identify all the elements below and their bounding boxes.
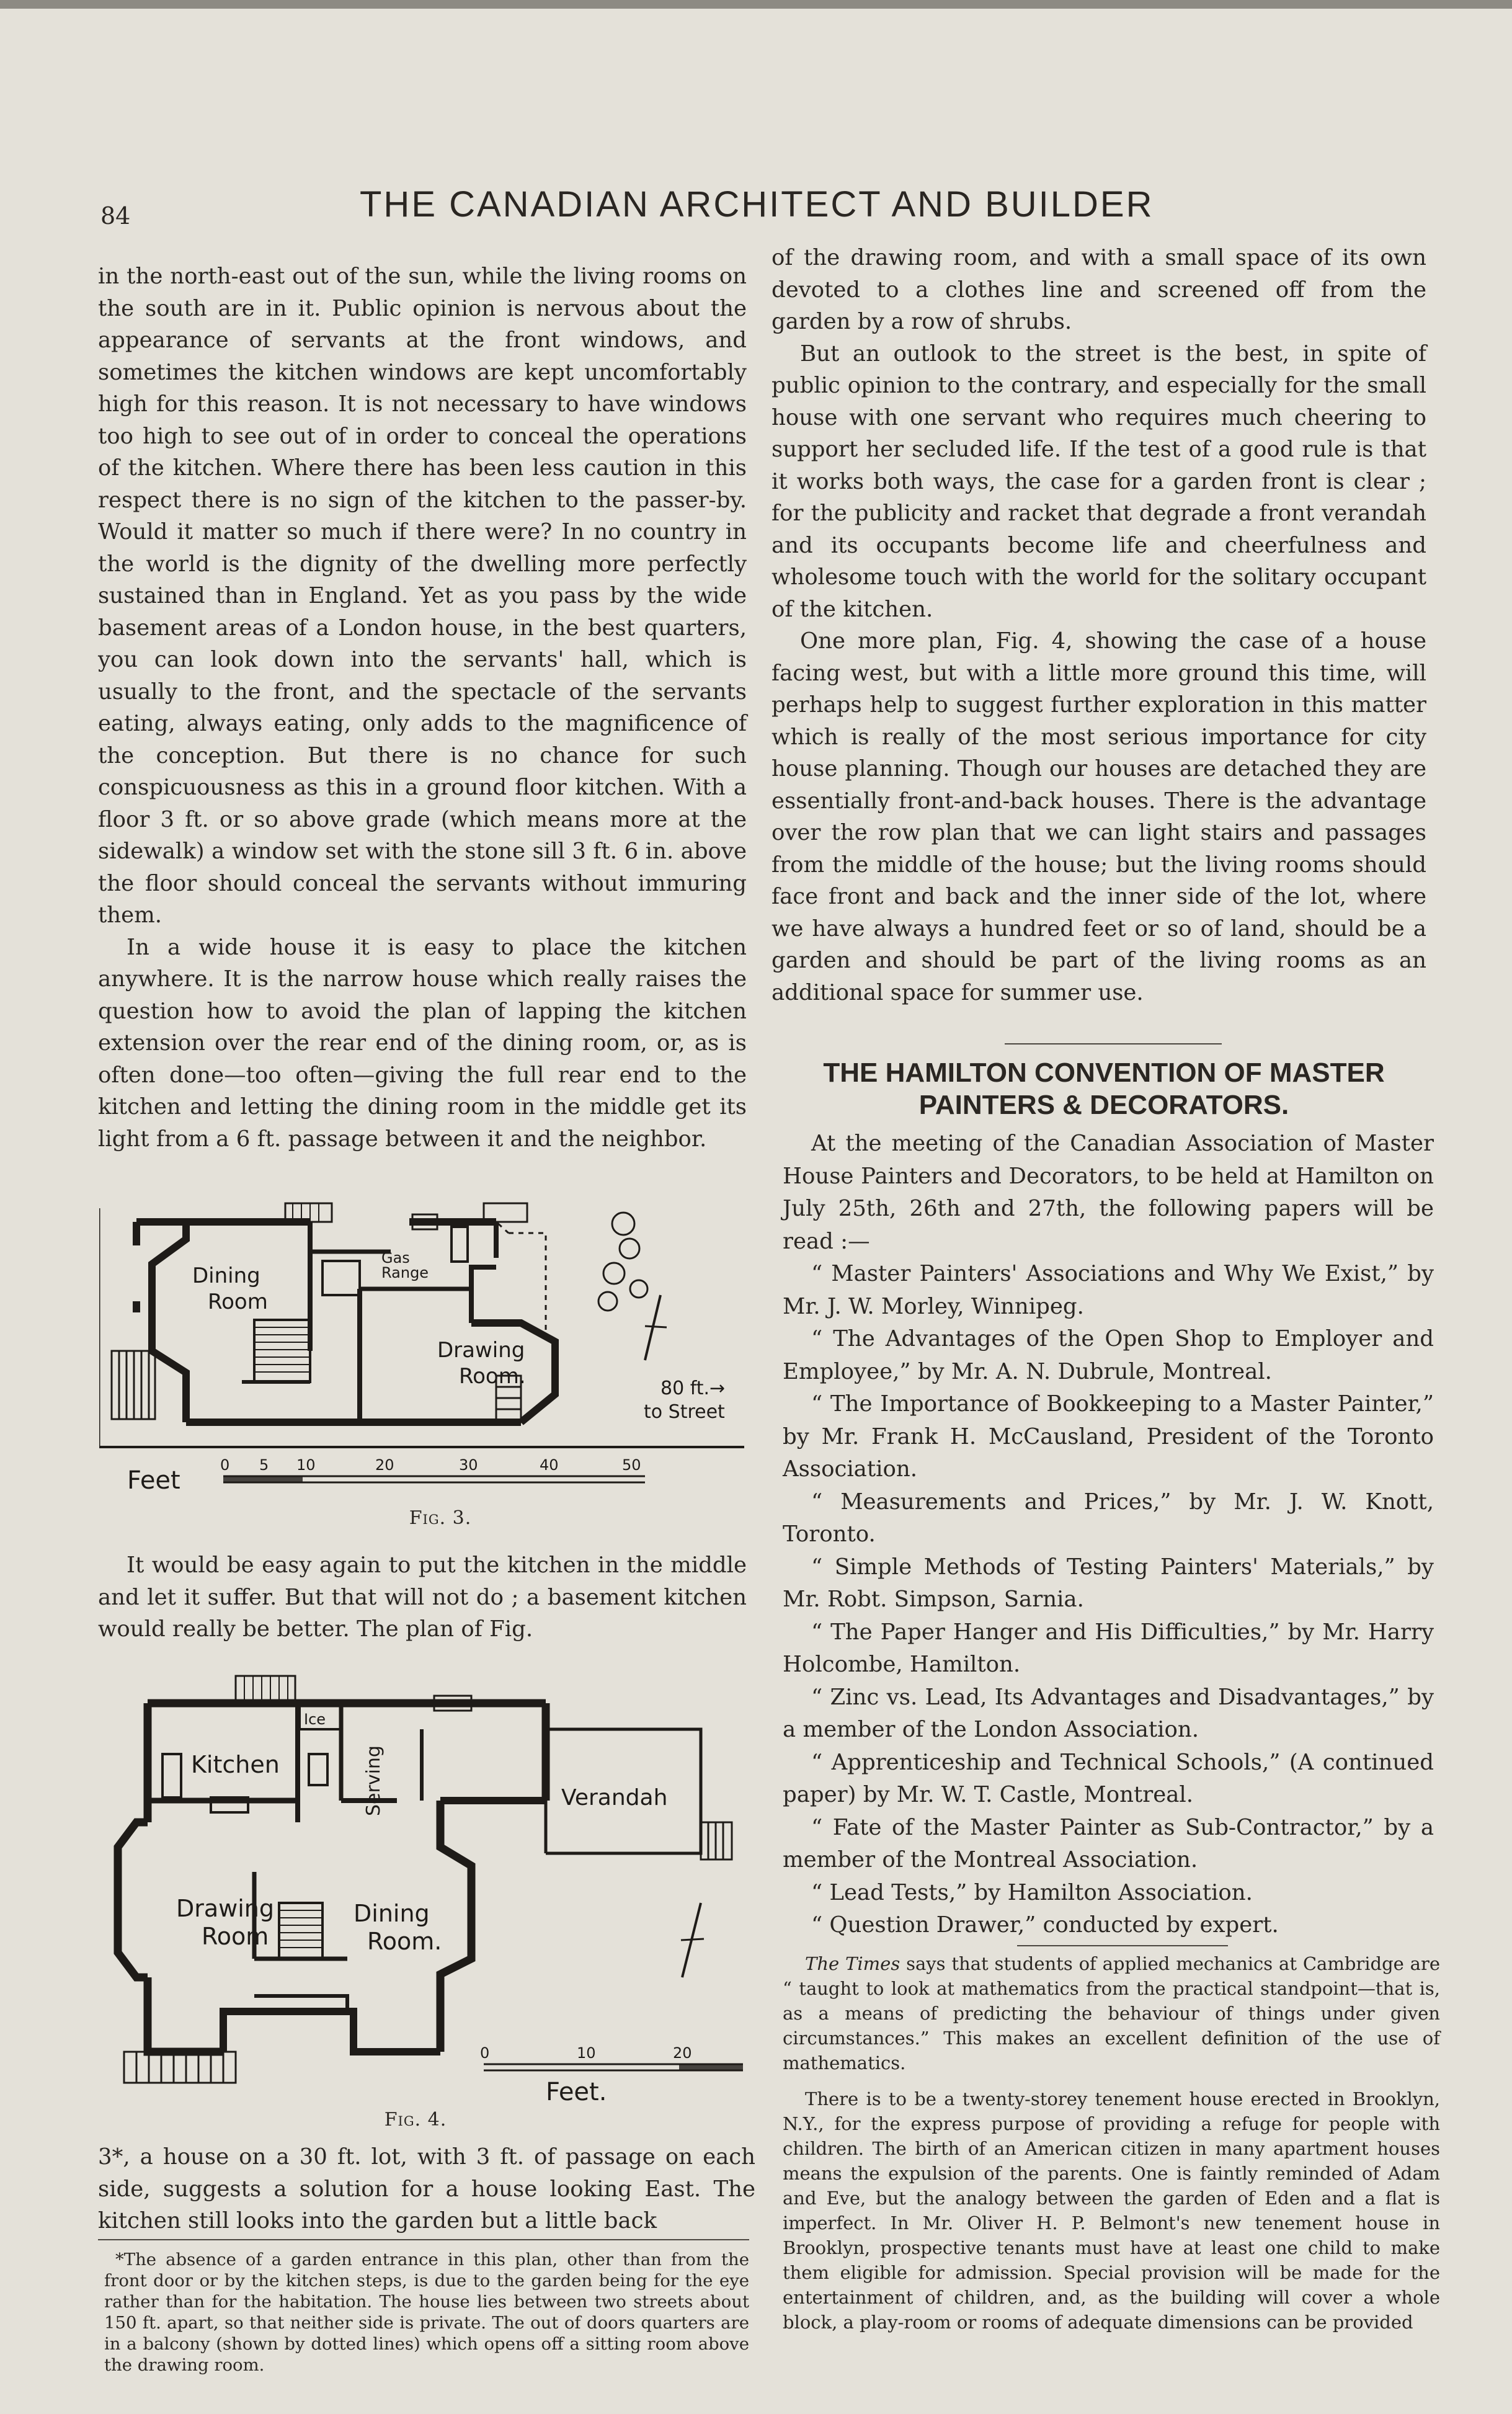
fig3-scale-tick: 40 xyxy=(540,1456,559,1474)
running-head: THE CANADIAN ARCHITECT AND BUILDER xyxy=(360,184,1154,225)
news-notes xyxy=(783,1951,1440,2335)
paper-item: “ Lead Tests,” by Hamilton Association. xyxy=(811,1879,1253,1905)
fig3-floor-plan xyxy=(99,1190,750,1512)
fig4-label-ice: Ice xyxy=(304,1711,326,1728)
left-column-text xyxy=(98,261,747,1155)
paper-item: “ Fate of the Master Painter as Sub-Contractor,” by a member of the Montreal Association. xyxy=(783,1814,1434,1873)
article-title: THE HAMILTON CONVENTION OF MASTER PAINTERS & DECORATORS. xyxy=(823,1058,1385,1120)
paragraph: It would be easy again to put the kitchen in the middle and let it suffer. But that will not do ; a basement kitchen would really be better. The plan of Fig. xyxy=(98,1552,747,1642)
fig3-scale-tick: 0 xyxy=(220,1456,230,1474)
paragraph: 3*, a house on a 30 ft. lot, with 3 ft. of passage on each side, suggests a solution for a house looking East. The kitchen still looks into the garden but a little back xyxy=(98,2144,755,2234)
footnote xyxy=(104,2249,749,2376)
fig4-label-dining: Dining xyxy=(354,1900,430,1927)
fig4-floor-plan xyxy=(112,1667,757,2114)
fig3-caption: Fig. 3. xyxy=(409,1507,472,1529)
paragraph: One more plan, Fig. 4, showing the case of a house facing west, but with a little more ground this time, will perhaps help to suggest further exploration in this matter which is really of the most serious importance for city house planning. Though our houses are detached they are essentially front-and-back houses. There is the advantage over the row plan that we can light stairs and passages from the middle of the house; but the living rooms should face front and back and the inner side of the lot, where we have always a hundred feet or so of land, should be a garden and should be part of the living rooms as an additional space for summer use. xyxy=(772,628,1426,1005)
fig4-label-kitchen: Kitchen xyxy=(191,1751,280,1778)
paragraph: At the meeting of the Canadian Association of Master House Painters and Decorators, to be held at Hamilton on July 25th, 26th and 27th, the following papers will be read :— xyxy=(783,1131,1434,1254)
paragraph: But an outlook to the street is the best, in spite of public opinion to the contrary, and especially for the small house with one servant who requires much cheering to support her secluded life. If the test of a good rule is that it works both ways, the case for a garden front is clear ; for the publicity and racket that degrade a front verandah and its occupants become life and cheerfulness and wholesome touch with the world for the solitary occupant of the kitchen. xyxy=(772,341,1426,622)
fig3-label-dining-room: Room xyxy=(208,1289,268,1314)
fig4-caption: Fig. 4. xyxy=(384,2109,447,2131)
paragraph: of the drawing room, and with a small space of its own devoted to a clothes line and screened off from the garden by a row of shrubs. xyxy=(772,245,1426,334)
footnote-divider xyxy=(98,2239,749,2240)
paper-item: “ Question Drawer,” conducted by expert. xyxy=(811,1912,1279,1938)
fig3-scale-tick: 20 xyxy=(375,1456,394,1474)
section-divider xyxy=(1017,1945,1228,1946)
left-column-text-after-fig4 xyxy=(98,2141,755,2237)
fig3-label-to-street: to Street xyxy=(644,1401,725,1423)
paper-item: “ The Advantages of the Open Shop to Employer and Employee,” by Mr. A. N. Dubrule, Montreal. xyxy=(783,1326,1434,1384)
convention-article-text xyxy=(783,1128,1434,1942)
fig3-label-drawing-room: Room. xyxy=(459,1364,526,1389)
fig4-scale-label: Feet. xyxy=(546,2078,607,2106)
fig3-scale-tick: 5 xyxy=(259,1456,269,1474)
paragraph: In a wide house it is easy to place the kitchen anywhere. It is the narrow house which really raises the question how to avoid the plan of lapping the kitchen extension over the rear end of the dining room, or, as is often done—too often—giving the full rear end to the kitchen and letting the dining room in the middle get its light from a 6 ft. passage between it and the neighbor. xyxy=(98,934,747,1152)
right-column-text xyxy=(772,242,1426,1009)
fig3-scale-label: Feet xyxy=(127,1466,180,1495)
fig4-scale-tick: 0 xyxy=(480,2044,490,2062)
page-top-edge xyxy=(0,0,1512,9)
note-tenement: There is to be a twenty-storey tenement house erected in Brooklyn, N.Y., for the express purpose of providing a refuge for people with children. The birth of an American citizen in many apartment houses means the expulsion of the parents. One is faintly reminded of Adam and Eve, but the analogy between the garden of Eden and a flat is imperfect. In Mr. Oliver H. P. Belmont's new tenement house in Brooklyn, prospective tenants must have at least one child to make them eligible for admission. Special provision will be made for the entertainment of children, and, as the building will cover a whole block, a play-room or rooms of adequate dimensions can be provided xyxy=(783,2088,1440,2333)
fig3-scale-tick: 30 xyxy=(459,1456,478,1474)
left-column-text-after-fig3 xyxy=(98,1549,747,1646)
paper-item: “ Apprenticeship and Technical Schools,” (A continued paper) by Mr. W. T. Castle, Montreal. xyxy=(783,1749,1434,1807)
note-times xyxy=(783,1951,1440,2075)
paper-item: “ Zinc vs. Lead, Its Advantages and Disadvantages,” by a member of the London Association. xyxy=(783,1684,1434,1742)
fig4-scale-tick: 20 xyxy=(673,2044,692,2062)
note-source: The Times xyxy=(805,1953,901,1974)
fig3-scale-tick: 50 xyxy=(622,1456,641,1474)
paper-item: “ Measurements and Prices,” by Mr. J. W. Knott, Toronto. xyxy=(783,1489,1434,1547)
fig3-scale-tick: 10 xyxy=(296,1456,316,1474)
fig4-label-drawing: Drawing xyxy=(176,1895,275,1922)
note-text: says that students of applied mechanics at Cambridge are “ taught to look at mathematics from the practical standpoint—that is, as a means of predicting the behaviour of things under given circumstances.” This makes an excellent definition of the use of mathematics. xyxy=(783,1953,1440,2073)
paper-item: “ The Paper Hanger and His Difficulties,” by Mr. Harry Holcombe, Hamilton. xyxy=(783,1619,1434,1677)
fig4-label-dining-room: Room. xyxy=(367,1928,442,1955)
page-number: 84 xyxy=(100,202,131,229)
fig4-label-drawing-room: Room xyxy=(202,1923,269,1950)
fig3-label-dining: Dining xyxy=(192,1263,260,1288)
paper-item: “ The Importance of Bookkeeping to a Master Painter,” by Mr. Frank H. McCausland, President of the Toronto Association. xyxy=(783,1391,1434,1482)
paper-item: “ Master Painters' Associations and Why We Exist,” by Mr. J. W. Morley, Winnipeg. xyxy=(783,1261,1434,1319)
fig3-label-drawing: Drawing xyxy=(437,1338,525,1363)
fig4-scale-tick: 10 xyxy=(577,2044,596,2062)
paragraph: in the north-east out of the sun, while the living rooms on the south are in it. Public opinion is nervous about the appearance of servants at the front windows, and sometimes the kitchen windows are kept uncomfortably high for this reason. It is not necessary to have windows too high to see out of in order to conceal the operations of the kitchen. Where there has been less caution in this respect there is no sign of the kitchen to the passer-by. Would it matter so much if there were? In no country in the world is the dignity of the dwelling more perfectly sustained than in England. Yet as you pass by the wide basement areas of a London house, in the best quarters, you can look down into the servants' hall, which is usually to the front, and the spectacle of the servants eating, always eating, only adds to the magnificence of the conception. But there is no chance for such conspicuousness as this in a ground floor kitchen. With a floor 3 ft. or so above grade (which means more at the sidewalk) a window set with the stone sill 3 ft. 6 in. above the floor should conceal the servants without immuring them. xyxy=(98,264,747,928)
fig3-label-range: Range xyxy=(381,1264,429,1281)
fig3-label-street-distance: 80 ft.→ xyxy=(660,1378,726,1399)
paper-item: “ Simple Methods of Testing Painters' Materials,” by Mr. Robt. Simpson, Sarnia. xyxy=(783,1554,1434,1612)
section-divider xyxy=(1005,1043,1222,1044)
fig4-label-verandah: Verandah xyxy=(561,1785,668,1810)
footnote-text: *The absence of a garden entrance in this plan, other than from the front door or by the kitchen steps, is due to the garden being for the eye rather than for the habitation. The house lies between two streets about 150 ft. apart, so that neither side is private. The out of doors quarters are in a balcony (shown by dotted lines) which opens off a sitting room above the drawing room. xyxy=(104,2250,749,2375)
fig4-label-serving: Serving xyxy=(363,1745,385,1816)
fig3-label-gas: Gas xyxy=(381,1249,410,1267)
